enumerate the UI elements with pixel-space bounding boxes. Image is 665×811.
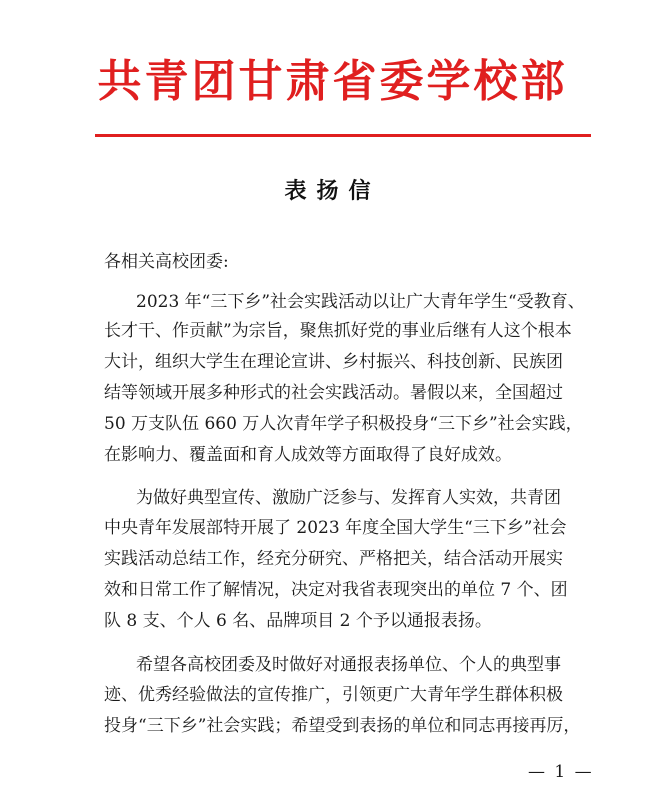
paragraph-3-line-3: 投身“三下乡”社会实践；希望受到表扬的单位和同志再接再厉， [104,716,581,736]
salutation: 各相关高校团委: [104,252,229,272]
paragraph-3-line-2: 迹、优秀经验做法的宣传推广，引领更广大青年学生群体积极 [104,685,563,705]
paragraph-1-line-3: 大计，组织大学生在理论宣讲、乡村振兴、科技创新、民族团 [104,352,563,372]
document-title: 表扬信 [284,178,381,204]
paragraph-1-line-5: 50 万支队伍 660 万人次青年学子积极投身“三下乡”社会实践， [104,414,583,434]
paragraph-2-line-4: 效和日常工作了解情况，决定对我省表现突出的单位 7 个、团 [104,580,568,600]
paragraph-1-line-1: 2023 年“三下乡”社会实践活动以让广大青年学生“受教育、 [136,292,585,312]
letterhead-divider [95,134,591,137]
paragraph-2-line-2: 中央青年发展部特开展了 2023 年度全国大学生“三下乡”社会 [104,518,567,538]
letterhead-title: 共青团甘肃省委学校部 [97,56,568,107]
paragraph-2-line-1: 为做好典型宣传、激励广泛参与、发挥育人实效，共青团 [136,488,561,508]
paragraph-1-line-2: 长才干、作贡献”为宗旨，聚焦抓好党的事业后继有人这个根本 [104,321,572,341]
paragraph-1-line-6: 在影响力、覆盖面和育人成效等方面取得了良好成效。 [104,445,512,465]
paragraph-2-line-5: 队 8 支、个人 6 名、品牌项目 2 个予以通报表扬。 [104,611,492,631]
paragraph-1-line-4: 结等领域开展多种形式的社会实践活动。暑假以来，全国超过 [104,383,563,403]
page-number: — 1 — [528,762,594,782]
paragraph-3-line-1: 希望各高校团委及时做好对通报表扬单位、个人的典型事 [136,655,561,675]
paragraph-2-line-3: 实践活动总结工作，经充分研究、严格把关，结合活动开展实 [104,549,563,569]
